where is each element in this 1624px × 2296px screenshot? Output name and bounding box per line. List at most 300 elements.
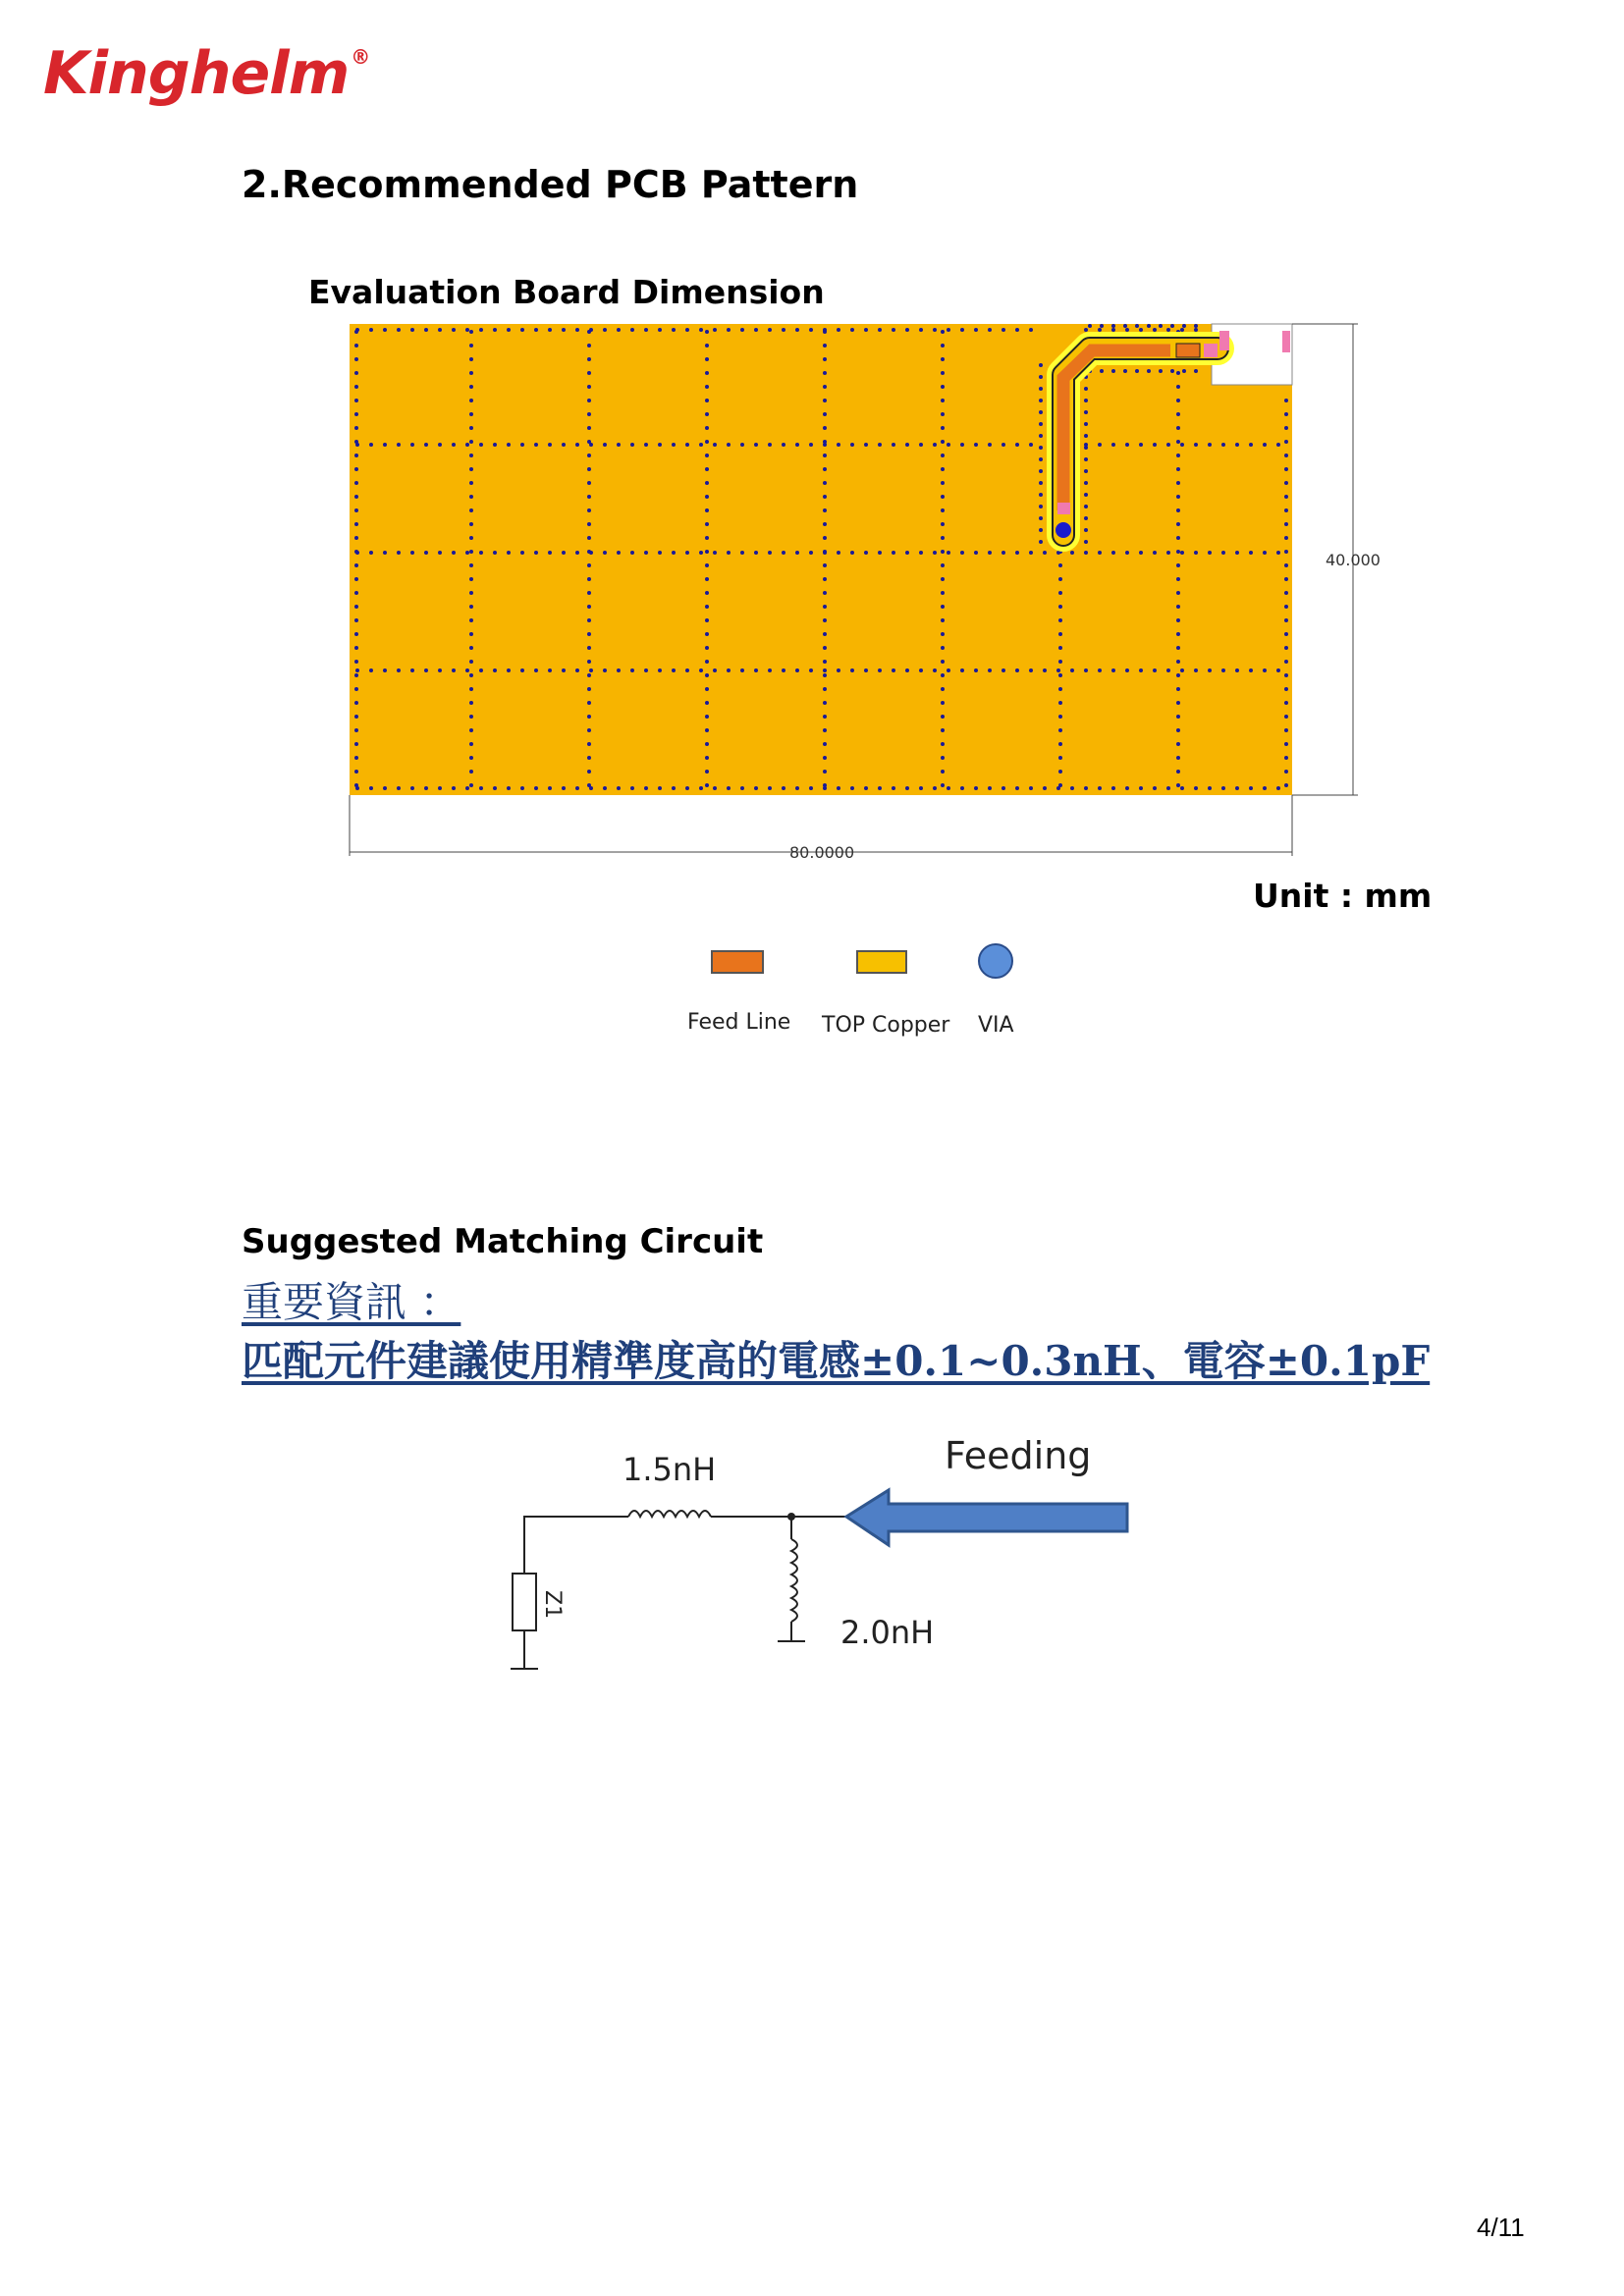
via-dot [1084, 434, 1088, 438]
via-dot [823, 742, 827, 746]
via-dot [1284, 495, 1288, 499]
via-dot [809, 443, 813, 447]
via-dot [469, 330, 473, 334]
via-dot [1153, 786, 1157, 790]
via-dot [589, 668, 593, 672]
via-dot [1284, 440, 1288, 444]
via-dot [1088, 324, 1092, 328]
via-dot [479, 328, 483, 332]
via-dot [705, 563, 709, 567]
via-dot [587, 385, 591, 389]
via-dot [705, 646, 709, 650]
via-dot [823, 536, 827, 540]
via-dot [369, 443, 373, 447]
via-dot [1084, 422, 1088, 426]
via-dot [465, 786, 469, 790]
via-dot [988, 668, 992, 672]
via-dot [685, 668, 689, 672]
via-dot [1176, 715, 1180, 719]
via-dot [974, 328, 978, 332]
via-dot [1058, 701, 1062, 705]
via-dot [941, 481, 945, 485]
via-dot [768, 328, 772, 332]
via-dot [479, 551, 483, 555]
via-dot [438, 786, 442, 790]
via-dot [1166, 328, 1170, 332]
via-dot [575, 668, 579, 672]
via-dot [587, 577, 591, 581]
via-dot [354, 330, 358, 334]
via-dot [1153, 328, 1157, 332]
via-dot [354, 344, 358, 347]
via-dot [823, 563, 827, 567]
via-dot [754, 786, 758, 790]
via-dot [562, 328, 566, 332]
via-dot [452, 328, 456, 332]
via-dot [1100, 369, 1104, 373]
via-dot [469, 371, 473, 375]
via-dot [705, 357, 709, 361]
via-dot [630, 668, 634, 672]
via-dot [672, 328, 676, 332]
via-dot [587, 605, 591, 609]
via-dot [354, 508, 358, 512]
via-dot [465, 443, 469, 447]
via-dot [469, 522, 473, 526]
via-dot [699, 443, 703, 447]
via-dot [768, 786, 772, 790]
via-dot [823, 618, 827, 622]
via-dot [354, 371, 358, 375]
via-dot [1284, 412, 1288, 416]
via-dot [941, 536, 945, 540]
via-dot [1001, 668, 1005, 672]
via-dot [795, 328, 799, 332]
via-dot [469, 783, 473, 787]
via-dot [1043, 786, 1047, 790]
via-dot [354, 522, 358, 526]
via-dot [1084, 457, 1088, 461]
via-dot [941, 522, 945, 526]
via-dot [354, 591, 358, 595]
via-dot [575, 443, 579, 447]
via-dot [823, 440, 827, 444]
feeding-arrow [846, 1490, 1127, 1545]
legend-label-via: VIA [978, 1013, 1014, 1038]
via-dot [1284, 756, 1288, 760]
via-dot [823, 668, 827, 672]
via-dot [383, 668, 387, 672]
via-dot [658, 668, 662, 672]
via-dot [534, 328, 538, 332]
via-dot [1159, 324, 1163, 328]
via-dot [864, 551, 868, 555]
via-dot [354, 550, 358, 554]
via-dot [1194, 786, 1198, 790]
via-dot [892, 668, 895, 672]
via-dot [1194, 551, 1198, 555]
via-dot [438, 443, 442, 447]
via-dot [933, 551, 937, 555]
via-dot [988, 551, 992, 555]
via-dot [941, 618, 945, 622]
via-dot [1284, 522, 1288, 526]
via-dot [424, 443, 428, 447]
via-dot [705, 673, 709, 677]
via-dot [520, 551, 524, 555]
via-dot [960, 551, 964, 555]
via-dot [1276, 668, 1280, 672]
via-dot [1176, 756, 1180, 760]
via-dot [354, 618, 358, 622]
via-dot [740, 328, 744, 332]
via-dot [685, 786, 689, 790]
via-dot [354, 495, 358, 499]
via-dot [1111, 668, 1115, 672]
via-dot [1084, 446, 1088, 450]
via-dot [383, 443, 387, 447]
via-dot [1176, 550, 1180, 554]
via-dot [705, 770, 709, 774]
via-dot [1194, 443, 1198, 447]
via-dot [1235, 786, 1239, 790]
via-dot [864, 443, 868, 447]
via-dot [823, 357, 827, 361]
via-dot [1139, 443, 1143, 447]
via-dot [850, 328, 854, 332]
legend-label-feed-line: Feed Line [687, 1010, 791, 1035]
via-dot [369, 328, 373, 332]
via-dot [383, 551, 387, 555]
via-dot [1098, 551, 1102, 555]
via-dot [823, 646, 827, 650]
via-dot [644, 786, 648, 790]
via-dot [1221, 443, 1225, 447]
via-dot [1194, 668, 1198, 672]
via-dot [562, 668, 566, 672]
via-dot [1015, 328, 1019, 332]
via-dot [905, 786, 909, 790]
via-dot [941, 399, 945, 402]
via-dot [1084, 410, 1088, 414]
via-dot [469, 742, 473, 746]
via-dot [1043, 668, 1047, 672]
via-dot [369, 786, 373, 790]
via-dot [1039, 399, 1043, 402]
via-dot [658, 551, 662, 555]
page-number: 4/11 [1477, 2213, 1525, 2242]
via-dot [587, 715, 591, 719]
via-dot [1194, 328, 1198, 332]
via-dot [941, 467, 945, 471]
via-dot [1166, 668, 1170, 672]
via-dot [469, 687, 473, 691]
via-dot [397, 328, 401, 332]
via-dot [1263, 668, 1267, 672]
via-dot [469, 577, 473, 581]
via-dot [782, 786, 785, 790]
via-dot [919, 786, 923, 790]
via-dot [672, 551, 676, 555]
via-dot [1147, 324, 1151, 328]
via-dot [1084, 481, 1088, 485]
via-dot [469, 399, 473, 402]
via-dot [960, 786, 964, 790]
via-dot [705, 687, 709, 691]
via-dot [1111, 328, 1115, 332]
via-dot [1176, 618, 1180, 622]
via-dot [1176, 536, 1180, 540]
via-dot [354, 385, 358, 389]
via-dot [469, 357, 473, 361]
via-dot [438, 668, 442, 672]
feeding-label: Feeding [945, 1434, 1092, 1477]
board-title: Evaluation Board Dimension [308, 273, 825, 311]
via-dot [1029, 443, 1033, 447]
via-dot [424, 786, 428, 790]
via-dot [469, 728, 473, 732]
via-dot [1084, 493, 1088, 497]
via-dot [705, 344, 709, 347]
via-dot [630, 443, 634, 447]
via-dot [520, 328, 524, 332]
via-dot [354, 742, 358, 746]
via-dot [1125, 668, 1129, 672]
via-dot [795, 551, 799, 555]
via-dot [587, 783, 591, 787]
via-dot [705, 467, 709, 471]
via-dot [1176, 646, 1180, 650]
via-dot [587, 454, 591, 457]
via-dot [1039, 516, 1043, 520]
via-dot [823, 770, 827, 774]
via-dot [740, 668, 744, 672]
via-dot [354, 357, 358, 361]
via-dot [892, 328, 895, 332]
via-dot [1284, 399, 1288, 402]
via-dot [878, 328, 882, 332]
via-dot [452, 443, 456, 447]
via-dot [947, 668, 950, 672]
via-dot [974, 668, 978, 672]
via-dot [354, 536, 358, 540]
via-dot [1111, 786, 1115, 790]
via-dot [1084, 551, 1088, 555]
via-dot [587, 687, 591, 691]
via-dot [354, 467, 358, 471]
via-dot [1249, 786, 1253, 790]
via-dot [1284, 577, 1288, 581]
via-dot [1123, 369, 1127, 373]
via-dot [941, 770, 945, 774]
via-dot [754, 551, 758, 555]
via-dot [469, 591, 473, 595]
via-dot [823, 508, 827, 512]
via-dot [878, 668, 882, 672]
via-dot [1176, 770, 1180, 774]
via-dot [941, 412, 945, 416]
via-dot [1176, 632, 1180, 636]
via-dot [1039, 469, 1043, 473]
via-dot [410, 786, 414, 790]
via-dot [782, 443, 785, 447]
via-dot [1166, 786, 1170, 790]
via-dot [727, 786, 731, 790]
via-dot [795, 443, 799, 447]
via-dot [1070, 786, 1074, 790]
via-dot [905, 551, 909, 555]
via-dot [947, 551, 950, 555]
via-dot [1001, 443, 1005, 447]
via-dot [469, 550, 473, 554]
via-dot [644, 551, 648, 555]
via-dot [1123, 324, 1127, 328]
via-dot [823, 426, 827, 430]
via-dot [1284, 426, 1288, 430]
via-dot [644, 443, 648, 447]
via-dot [1135, 324, 1139, 328]
via-dot [1084, 786, 1088, 790]
via-dot [587, 618, 591, 622]
via-dot [905, 328, 909, 332]
via-dot [941, 756, 945, 760]
via-dot [469, 756, 473, 760]
legend-swatch-via [978, 943, 1013, 979]
via-dot [1139, 551, 1143, 555]
via-dot [354, 426, 358, 430]
via-dot [1176, 481, 1180, 485]
via-dot [1058, 618, 1062, 622]
via-dot [587, 550, 591, 554]
via-dot [941, 673, 945, 677]
via-dot [823, 495, 827, 499]
via-dot [933, 786, 937, 790]
via-dot [823, 454, 827, 457]
via-dot [768, 443, 772, 447]
via-dot [587, 371, 591, 375]
via-dot [941, 344, 945, 347]
via-dot [469, 344, 473, 347]
via-dot [1180, 443, 1184, 447]
via-dot [630, 551, 634, 555]
via-dot [575, 328, 579, 332]
via-dot [1284, 508, 1288, 512]
via-dot [587, 357, 591, 361]
via-dot [1176, 687, 1180, 691]
via-dot [438, 328, 442, 332]
via-dot [823, 522, 827, 526]
via-dot [354, 660, 358, 664]
via-dot [754, 443, 758, 447]
via-dot [1100, 324, 1104, 328]
antenna-pad [1282, 331, 1290, 352]
via-dot [988, 443, 992, 447]
via-dot [740, 551, 744, 555]
via-dot [727, 328, 731, 332]
via-dot [1111, 551, 1115, 555]
via-dot [1170, 369, 1174, 373]
via-dot [587, 632, 591, 636]
legend-swatch-feed-line [711, 950, 764, 974]
feed-via [1056, 522, 1071, 538]
via-dot [933, 668, 937, 672]
via-dot [960, 668, 964, 672]
via-dot [705, 454, 709, 457]
via-dot [1058, 728, 1062, 732]
via-dot [587, 770, 591, 774]
via-dot [941, 632, 945, 636]
via-dot [469, 673, 473, 677]
via-dot [1176, 495, 1180, 499]
via-dot [705, 715, 709, 719]
via-dot [1263, 443, 1267, 447]
via-dot [933, 328, 937, 332]
via-dot [699, 551, 703, 555]
via-dot [892, 551, 895, 555]
via-dot [782, 668, 785, 672]
via-dot [727, 551, 731, 555]
via-dot [768, 668, 772, 672]
via-dot [1284, 550, 1288, 554]
via-dot [507, 786, 511, 790]
via-dot [1029, 551, 1033, 555]
via-dot [1221, 668, 1225, 672]
via-dot [1284, 632, 1288, 636]
via-dot [1208, 551, 1212, 555]
via-dot [1180, 328, 1184, 332]
via-dot [1039, 375, 1043, 379]
via-dot [754, 328, 758, 332]
via-dot [1015, 443, 1019, 447]
via-dot [941, 440, 945, 444]
via-dot [603, 786, 607, 790]
via-dot [469, 454, 473, 457]
via-dot [507, 328, 511, 332]
via-dot [1084, 399, 1088, 402]
via-dot [705, 550, 709, 554]
via-dot [587, 522, 591, 526]
via-dot [1263, 551, 1267, 555]
via-dot [705, 522, 709, 526]
via-dot [837, 668, 840, 672]
via-dot [469, 770, 473, 774]
via-dot [465, 551, 469, 555]
via-dot [479, 786, 483, 790]
via-dot [1194, 324, 1198, 328]
via-dot [1276, 551, 1280, 555]
via-dot [941, 715, 945, 719]
via-dot [974, 786, 978, 790]
via-dot [672, 443, 676, 447]
via-dot [1039, 434, 1043, 438]
via-dot [672, 786, 676, 790]
via-dot [864, 786, 868, 790]
via-dot [469, 715, 473, 719]
via-dot [465, 328, 469, 332]
via-dot [823, 344, 827, 347]
via-dot [587, 440, 591, 444]
via-dot [685, 328, 689, 332]
via-dot [587, 330, 591, 334]
via-dot [1284, 563, 1288, 567]
via-dot [713, 551, 717, 555]
via-dot [1284, 701, 1288, 705]
via-dot [1001, 328, 1005, 332]
via-dot [575, 786, 579, 790]
via-dot [587, 412, 591, 416]
via-dot [705, 756, 709, 760]
via-dot [705, 605, 709, 609]
